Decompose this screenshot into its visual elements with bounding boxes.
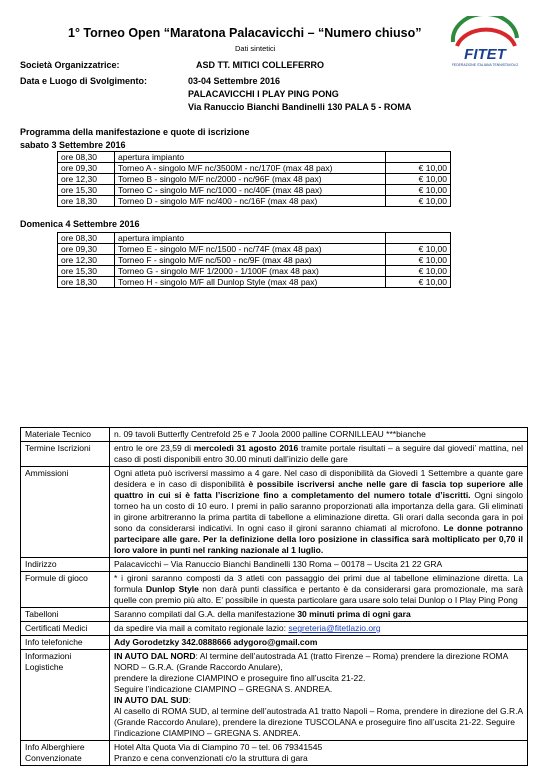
table-row xyxy=(21,558,528,572)
formule-text: * i gironi saranno composti da 3 atleti con passaggio dei primi due al tabellone eliminazione diretta. La formula xyxy=(114,573,523,594)
ammissioni-label: Ammissioni xyxy=(21,467,110,558)
logistiche-label: Informazioni Logistiche xyxy=(21,650,110,741)
certificati-value xyxy=(110,622,528,636)
time-cell: ore 12,30 xyxy=(58,174,115,185)
termine-label: Termine Iscrizioni xyxy=(21,442,110,467)
alberghiere-value xyxy=(110,741,528,766)
termine-deadline: mercoledì 31 agosto 2016 xyxy=(193,443,299,453)
formule-label: Formule di gioco xyxy=(21,572,110,608)
venue-line-1: PALACAVICCHI I PLAY PING PONG xyxy=(188,89,339,99)
sud-text: : xyxy=(188,695,191,705)
nord-text-2: prendere la direzione CIAMPINO e proseguire fino all’uscita 21-22. xyxy=(114,673,366,683)
organizer-value: ASD TT. MITICI COLLEFERRO xyxy=(196,60,324,70)
table-row xyxy=(58,185,451,196)
tabelloni-bold: 30 minuti prima di ogni gara xyxy=(297,609,411,619)
telefoniche-value: Ady Gorodetzky 342.0888666 adygoro@gmail.com xyxy=(110,636,528,650)
time-cell: ore 18,30 xyxy=(58,196,115,207)
formule-value xyxy=(110,572,528,608)
time-cell: ore 12,30 xyxy=(58,255,115,266)
time-cell: ore 18,30 xyxy=(58,277,115,288)
ammissioni-text-2: Ogni singolo torneo ha un costo di 10 euro. I premi in palio saranno proporzionati alla importanza della gara. Gli eliminati in girone arbitreranno la prima partita di tabellone a eliminazione diretta. Gli orari dalla seconda gara in poi sono da considerarsi indicativi. In ogni caso il gironi saranno chiamati al microfono. xyxy=(114,490,523,533)
termine-text-2: tramite portale risultati – a seguire dal giovedi’ mattina, nel caso di posti disponibili entro 30.00 minuti dall’inizio delle gare xyxy=(114,443,523,464)
price-cell xyxy=(386,233,451,244)
ammissioni-value xyxy=(110,467,528,558)
termine-text: entro le ore 23,59 di xyxy=(114,443,194,453)
date-label: Data e Luogo di Svolgimento: xyxy=(20,76,148,86)
tabelloni-value xyxy=(110,608,528,622)
ammissioni-bold-2: Le donne potranno partecipare alle gare. Per la definizione della loro posizione in classifica sarà moltiplicato per 0,70 il loro valore in punti nel ranking nazionale al 1 luglio. xyxy=(114,523,524,555)
schedule-day2-table xyxy=(57,232,451,288)
desc-cell: Torneo B - singolo M/F nc/2000 - nc/96F (max 48 pax) xyxy=(115,174,386,185)
nord-heading: IN AUTO DAL NORD xyxy=(114,651,196,661)
time-cell: ore 15,30 xyxy=(58,266,115,277)
time-cell: ore 08,30 xyxy=(58,152,115,163)
organizer-label: Società Organizzatrice: xyxy=(20,60,120,70)
price-cell xyxy=(386,152,451,163)
indirizzo-label: Indirizzo xyxy=(21,558,110,572)
materiale-value: n. 09 tavoli Butterfly Centrefold 25 e 7 Joola 2000 palline CORNILLEAU ***bianche xyxy=(110,428,528,442)
termine-value xyxy=(110,442,528,467)
table-row xyxy=(58,174,451,185)
fitet-logo xyxy=(445,16,525,72)
logo-subtext: FEDERAZIONE ITALIANA TENNISTAVOLO xyxy=(451,63,519,67)
certificati-label: Certificati Medici xyxy=(21,622,110,636)
table-row xyxy=(21,428,528,442)
alberghiere-line-1: Hotel Alta Quota Via di Ciampino 70 – tel. 06 79341545 xyxy=(114,742,323,752)
price-cell: € 10,00 xyxy=(386,266,451,277)
certificati-text: da spedire via mail a comitato regionale lazio: xyxy=(114,623,289,633)
telefoniche-label: Info telefoniche xyxy=(21,636,110,650)
table-row xyxy=(21,741,528,766)
logo-text: FITET xyxy=(464,46,506,63)
table-row xyxy=(21,636,528,650)
price-cell: € 10,00 xyxy=(386,277,451,288)
details-table xyxy=(20,427,528,766)
time-cell: ore 09,30 xyxy=(58,163,115,174)
table-row xyxy=(58,152,451,163)
document-title: 1° Torneo Open “Maratona Palacavicchi – “Numero chiuso” xyxy=(68,26,422,40)
table-row xyxy=(21,467,528,558)
tabelloni-label: Tabelloni xyxy=(21,608,110,622)
indirizzo-value: Palacavicchi – Via Ranuccio Bianchi Bandinelli 130 Roma – 00178 – Uscita 21 22 GRA xyxy=(110,558,528,572)
day1-label: sabato 3 Settembre 2016 xyxy=(20,140,126,150)
desc-cell: Torneo E - singolo M/F nc/1500 - nc/74F (max 48 pax) xyxy=(115,244,386,255)
table-row xyxy=(58,266,451,277)
logistiche-value xyxy=(110,650,528,741)
price-cell: € 10,00 xyxy=(386,163,451,174)
sud-heading: IN AUTO DAL SUD xyxy=(114,695,189,705)
sud-text-2: Al casello di ROMA SUD, al termine dell’autostrada A1 tratto Napoli – Roma, prendere in direzione del G.R.A (Grande Raccordo Anulare), prendere la direzione TUSCOLANA e proseguire fino all’uscita 21-22. Seguire l’indicazione CIAMPINO – GREGNA S. ANDREA. xyxy=(114,706,523,738)
formule-text-2: non darà punti classifica e pertanto è da considerarsi gara promozionale, ma sarà quelle con premio più alto. E’ possibile in questa particolare gara usare solo telai Dunlop o I Play Ping Pong xyxy=(114,584,523,605)
desc-cell: Torneo G - singolo M/F 1/2000 - 1/100F (max 48 pax) xyxy=(115,266,386,277)
table-row xyxy=(21,608,528,622)
alberghiere-line-2: Pranzo e cena convenzionati c/o la struttura di gara xyxy=(114,753,308,763)
ammissioni-bold: è possibile iscriversi anche nelle gare di fascia top superiore alle quattro in cui si è fatta l’iscrizione fino a completamento del numero totale d’iscritti. xyxy=(114,479,524,500)
desc-cell: Torneo C - singolo M/F nc/1000 - nc/40F (max 48 pax) xyxy=(115,185,386,196)
table-row xyxy=(58,277,451,288)
table-row xyxy=(58,244,451,255)
table-row xyxy=(58,255,451,266)
desc-cell: Torneo D - singolo M/F nc/400 - nc/16F (max 48 pax) xyxy=(115,196,386,207)
table-row xyxy=(21,622,528,636)
schedule-day1-table xyxy=(57,151,451,207)
tabelloni-text: Saranno compilati dal G.A. della manifestazione xyxy=(114,609,298,619)
table-row xyxy=(58,233,451,244)
nord-text: : Al termine dell’autostrada A1 (tratto Firenze – Roma) prendere la direzione ROMA NORD – G.R.A. (Grande Raccordo Anulare), xyxy=(114,651,508,672)
price-cell: € 10,00 xyxy=(386,174,451,185)
desc-cell: Torneo H - singolo M/F all Dunlop Style (max 48 pax) xyxy=(115,277,386,288)
table-row xyxy=(58,163,451,174)
email-link[interactable]: segreteria@fitetlazio.org xyxy=(288,623,381,633)
table-row xyxy=(21,650,528,741)
venue-line-2: Via Ranuccio Bianchi Bandinelli 130 PALA 5 - ROMA xyxy=(188,102,412,112)
day2-label: Domenica 4 Settembre 2016 xyxy=(20,219,140,229)
desc-cell: Torneo A - singolo M/F nc/3500M - nc/170F (max 48 pax) xyxy=(115,163,386,174)
price-cell: € 10,00 xyxy=(386,244,451,255)
time-cell: ore 15,30 xyxy=(58,185,115,196)
desc-cell: apertura impianto xyxy=(115,233,386,244)
ammissioni-text: Ogni atleta può iscriversi massimo a 4 gare. Nel caso di disponibilità da Giovedì 1 Settembre a quante gare desidera e in caso di disponibilità xyxy=(114,468,523,489)
table-row xyxy=(21,442,528,467)
price-cell: € 10,00 xyxy=(386,255,451,266)
formule-bold: Dunlop Style xyxy=(145,584,199,594)
time-cell: ore 08,30 xyxy=(58,233,115,244)
desc-cell: apertura impianto xyxy=(115,152,386,163)
materiale-label: Materiale Tecnico xyxy=(21,428,110,442)
time-cell: ore 09,30 xyxy=(58,244,115,255)
nord-text-3: Seguire l’indicazione CIAMPINO – GREGNA S. ANDREA. xyxy=(114,684,333,694)
document-subtitle: Dati sintetici xyxy=(235,44,276,53)
alberghiere-label: Info Alberghiere Convenzionate xyxy=(21,741,110,766)
programme-heading: Programma della manifestazione e quote di iscrizione xyxy=(20,127,250,137)
table-row xyxy=(58,196,451,207)
date-value: 03-04 Settembre 2016 xyxy=(188,76,281,86)
price-cell: € 10,00 xyxy=(386,185,451,196)
table-row xyxy=(21,572,528,608)
desc-cell: Torneo F - singolo M/F nc/500 - nc/9F (max 48 pax) xyxy=(115,255,386,266)
price-cell: € 10,00 xyxy=(386,196,451,207)
